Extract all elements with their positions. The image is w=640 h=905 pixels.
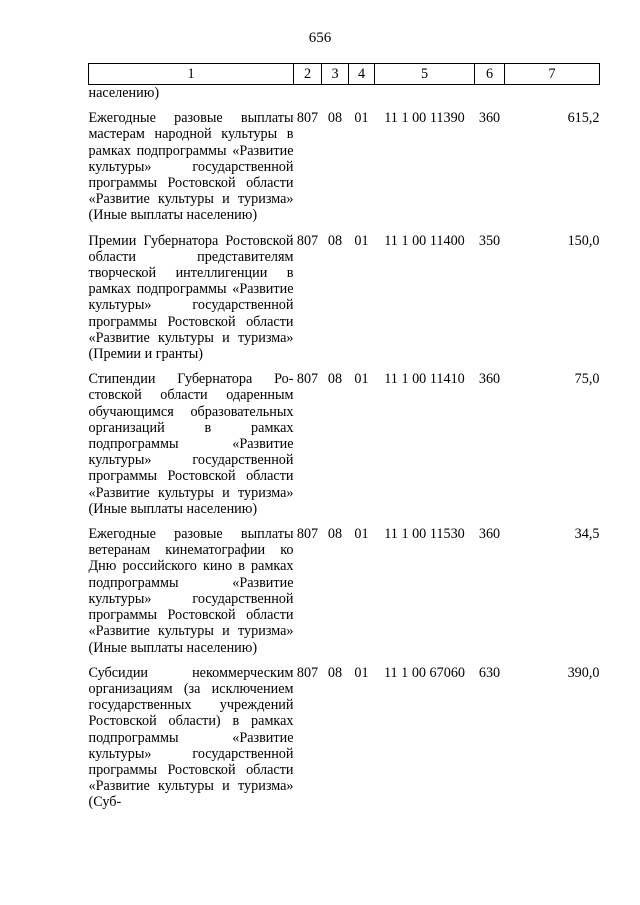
header-col-6: 6 xyxy=(475,64,505,85)
continuation-text: населению) xyxy=(88,85,160,101)
row-description: Субсидии некоммерческим организациям (за исключением государственных учреждений Ростовской области) в рамках подпрограммы «Развитие культуры» государственной программы Ростовской области «Развитие культуры и туризма» (Суб- xyxy=(88,664,294,811)
continuation-row xyxy=(89,85,600,111)
header-col-1: 1 xyxy=(89,64,294,85)
header-col-7: 7 xyxy=(505,64,600,85)
row-type: 350 xyxy=(478,232,501,249)
row-section: 08 xyxy=(327,526,343,543)
row-description: Ежегодные разовые выплаты ветеранам кинематографии ко Дню российского кино в рамках подпрограммы «Развитие культуры» государственной программы Ростовской области «Развитие культуры и туризма» (Иные выплаты населению) xyxy=(88,526,294,656)
row-description: Стипендии Губернатора Ростовской области одаренным обучающимся образовательных организаций в рамках подпрограммы «Развитие культуры» государственной программы Ростовской области «Развитие культуры и туризма» (Иные выплаты населению) xyxy=(88,371,294,517)
row-subsection: 01 xyxy=(354,371,369,388)
row-subsection: 01 xyxy=(354,526,369,543)
row-subsection: 01 xyxy=(354,232,369,249)
table-row xyxy=(89,371,600,526)
row-target: 11 1 00 11390 xyxy=(384,110,465,127)
row-amount: 75,0 xyxy=(574,371,600,388)
row-description: Ежегодные разовые выплаты мастерам народной культуры в рамках подпрограммы «Развитие культуры» государственной программы Ростовской области «Развитие культуры и туризма» (Иные выплаты населению) xyxy=(88,110,294,224)
row-type: 360 xyxy=(478,110,501,127)
row-target: 11 1 00 11410 xyxy=(384,371,465,388)
row-target: 11 1 00 11400 xyxy=(384,232,465,249)
row-ministry: 807 xyxy=(296,526,319,543)
row-amount: 34,5 xyxy=(574,526,600,543)
row-section: 08 xyxy=(327,371,343,388)
row-target: 11 1 00 11530 xyxy=(384,526,465,543)
row-type: 630 xyxy=(478,664,501,681)
row-subsection: 01 xyxy=(354,664,369,681)
table-row xyxy=(89,526,600,665)
row-section: 08 xyxy=(327,110,343,127)
header-col-3: 3 xyxy=(322,64,349,85)
table-row xyxy=(89,233,600,372)
row-subsection: 01 xyxy=(354,110,369,127)
row-ministry: 807 xyxy=(296,110,319,127)
row-section: 08 xyxy=(327,664,343,681)
header-col-5: 5 xyxy=(375,64,475,85)
row-section: 08 xyxy=(327,232,343,249)
header-col-4: 4 xyxy=(349,64,375,85)
table-row xyxy=(89,110,600,232)
row-ministry: 807 xyxy=(296,664,319,681)
row-target: 11 1 00 67060 xyxy=(383,664,466,681)
row-type: 360 xyxy=(478,526,501,543)
table-row xyxy=(89,665,600,820)
page-number: 656 xyxy=(308,30,332,46)
row-amount: 390,0 xyxy=(567,664,600,681)
row-amount: 615,2 xyxy=(567,110,600,127)
header-col-2: 2 xyxy=(294,64,322,85)
header-row xyxy=(89,64,600,85)
row-amount: 150,0 xyxy=(567,232,600,249)
row-type: 360 xyxy=(478,371,501,388)
row-description: Премии Губернатора Ростовской области представителям творческой интеллигенции в рамках подпрограммы «Развитие культуры» государственной программы Ростовской области «Развитие культуры и туризма» (Премии и гранты) xyxy=(88,232,294,363)
row-ministry: 807 xyxy=(296,232,319,249)
row-ministry: 807 xyxy=(296,371,319,388)
budget-table xyxy=(88,63,600,820)
